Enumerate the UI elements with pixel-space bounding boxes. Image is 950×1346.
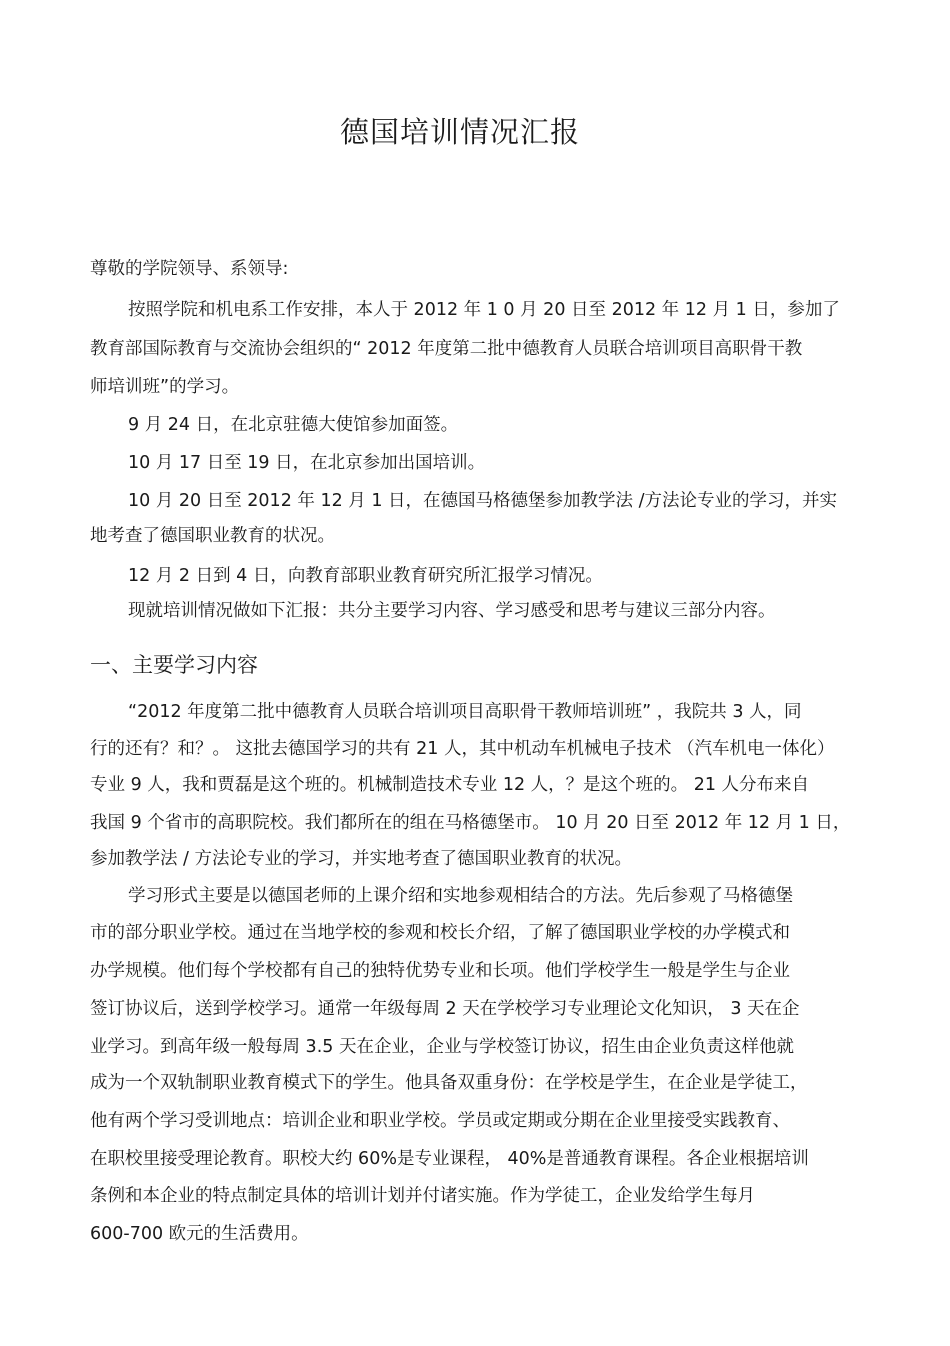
section1-p2-line-1: 学习形式主要是以德国老师的上课介绍和实地参观相结合的方法。先后参观了马格德堡 (128, 886, 793, 906)
section1-p2-line-10: 600-700 欧元的生活费用。 (90, 1224, 309, 1244)
salutation: 尊敬的学院领导、系领导: (90, 259, 289, 279)
section1-p1-line-2: 行的还有？和？。 这批去德国学习的共有 21 人，其中机动车机械电子技术 （汽车机电一体化） (90, 739, 835, 759)
section1-p2-line-3: 办学规模。他们每个学校都有自己的独特优势专业和长项。他们学校学生一般是学生与企业 (90, 961, 790, 981)
section1-p2-line-9: 条例和本企业的特点制定具体的培训计划并付诸实施。作为学徒工，企业发给学生每月 (90, 1186, 755, 1206)
section1-p2-line-8: 在职校里接受理论教育。职校大约 60%是专业课程， 40%是普通教育课程。各企业根据培训 (90, 1149, 809, 1169)
timeline-item-4: 12 月 2 日到 4 日，向教育部职业教育研究所汇报学习情况。 (128, 566, 603, 586)
section1-p2-line-5: 业学习。到高年级一般每周 3.5 天在企业，企业与学校签订协议，招生由企业负责这样他就 (90, 1037, 794, 1057)
section1-p2-line-6: 成为一个双轨制职业教育模式下的学生。他具备双重身份：在学校是学生，在企业是学徒工， (90, 1073, 808, 1093)
summary-line: 现就培训情况做如下汇报：共分主要学习内容、学习感受和思考与建议三部分内容。 (128, 601, 776, 621)
section1-p1-line-1: “2012 年度第二批中德教育人员联合培训项目高职骨干教师培训班” ，我院共 3 人，同 (128, 702, 802, 722)
section-heading: 一、主要学习内容 (90, 653, 258, 677)
timeline-item-3-line-1: 10 月 20 日至 2012 年 12 月 1 日，在德国马格德堡参加教学法 /方法论专业的学习，并实 (128, 491, 837, 511)
section1-p2-line-2: 市的部分职业学校。通过在当地学校的参观和校长介绍，了解了德国职业学校的办学模式和 (90, 923, 790, 943)
section1-p1-line-5: 参加教学法 / 方法论专业的学习，并实地考查了德国职业教育的状况。 (90, 849, 633, 869)
timeline-item-2: 10 月 17 日至 19 日，在北京参加出国培训。 (128, 453, 486, 473)
intro-line-1: 按照学院和机电系工作安排，本人于 2012 年 1 0 月 20 日至 2012 年 12 月 1 日，参加了 (128, 300, 840, 320)
section1-p2-line-4: 签订协议后，送到学校学习。通常一年级每周 2 天在学校学习专业理论文化知识， 3 天在企 (90, 999, 800, 1019)
timeline-item-1: 9 月 24 日，在北京驻德大使馆参加面签。 (128, 415, 459, 435)
section1-p1-line-3: 专业 9 人，我和贾磊是这个班的。机械制造技术专业 12 人，？是这个班的。 21 人分布来自 (90, 775, 810, 795)
intro-line-3: 师培训班”的学习。 (90, 377, 240, 397)
timeline-item-3-line-2: 地考查了德国职业教育的状况。 (90, 526, 335, 546)
section1-p1-line-4: 我国 9 个省市的高职院校。我们都所在的组在马格德堡市。 10 月 20 日至 2012 年 12 月 1 日， (90, 813, 851, 833)
document-title: 德国培训情况汇报 (339, 115, 580, 149)
intro-line-2: 教育部国际教育与交流协会组织的“ 2012 年度第二批中德教育人员联合培训项目高职骨干教 (90, 339, 803, 359)
section1-p2-line-7: 他有两个学习受训地点：培训企业和职业学校。学员或定期或分期在企业里接受实践教育、 (90, 1111, 790, 1131)
